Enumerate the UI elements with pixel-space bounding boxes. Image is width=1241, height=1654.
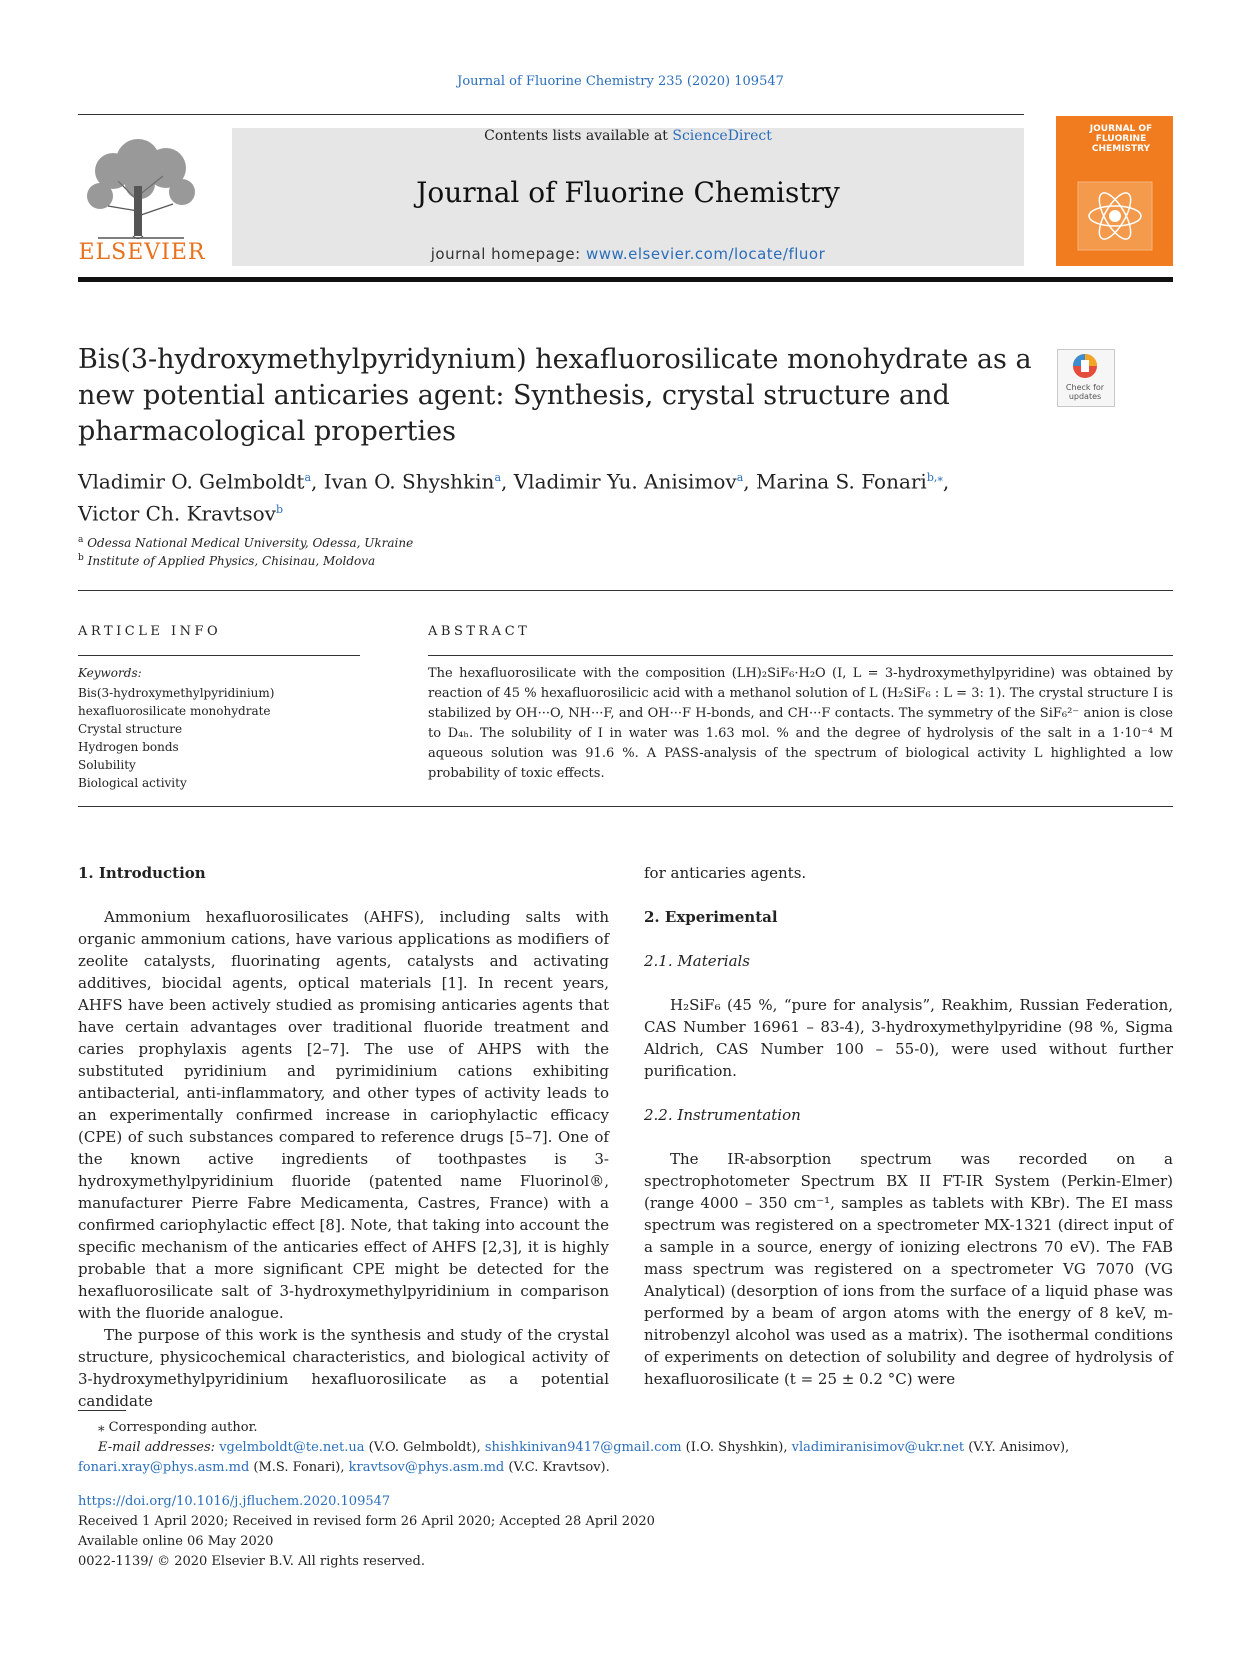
author-list: Vladimir O. Gelmboldt$^a$, Ivan O. Shyshkin$^a$, Vladimir Yu. Anisimov$^a$, Marina S. Fonari$^{b,⁎}$, Victor Ch. Kravtsov$^b$ [78, 469, 950, 526]
author-name[interactable]: Vladimir O. Gelmboldt [78, 469, 305, 494]
journal-title: Journal of Fluorine Chemistry [416, 176, 840, 209]
author-name[interactable]: Ivan O. Shyshkin [323, 469, 495, 494]
email-addresses-continued: fonari.xray@phys.asm.md (M.S. Fonari), kravtsov@phys.asm.md (V.C. Kravtsov). [78, 1460, 610, 1475]
affiliation-a: $^a$ Odessa National Medical University, Odessa, Ukraine [78, 535, 414, 550]
header-thick-rule [78, 277, 1173, 282]
keyword: Crystal structure [78, 722, 183, 736]
keyword: Bis(3-hydroxymethylpyridinium) [78, 686, 275, 700]
email-link[interactable]: vladimiranisimov@ukr.net [791, 1440, 965, 1455]
atom-icon [1068, 176, 1162, 256]
journal-homepage: journal homepage: www.elsevier.com/locate/fluor [430, 245, 826, 263]
article-title: Bis(3-hydroxymethylpyridynium) hexafluorosilicate monohydrate as a new potential anticaries agent: Synthesis, crystal structure and pharmacological properties [78, 344, 1032, 447]
keywords-list [78, 684, 274, 792]
abstract-text: The hexafluorosilicate with the composition (LH)₂SiF₆·H₂O (I, L = 3-hydroxymethylpyridine) was obtained by reaction of 45 % hexafluorosilicic acid with a methanol solution of L (H₂SiF₆ : L = 3: 1). The crystal structure I is stabilized by OH···O, NH···F, and OH···F H-bonds, and CH···F contacts. The symmetry of the SiF₆²⁻ anion is close to D₄ₕ. The solubility of I in water was 1.63 mol. % and the degree of hydrolysis of the salt in a 1·10⁻⁴ M aqueous solution was 91.6 %. A PASS-analysis of the spectrum of biological activity L highlighted a low probability of toxic effects. [428, 666, 1173, 781]
corresponding-author-note: ⁎ Corresponding author. [98, 1420, 258, 1435]
available-online: Available online 06 May 2020 [78, 1534, 274, 1549]
article-footer [78, 1492, 1173, 1572]
keyword: Solubility [78, 758, 136, 772]
cover-title: JOURNAL OF FLUORINE CHEMISTRY [1089, 124, 1153, 154]
author-name[interactable]: Vladimir Yu. Anisimov [513, 469, 737, 494]
received-dates: Received 1 April 2020; Received in revised form 26 April 2020; Accepted 28 April 2020 [78, 1514, 655, 1529]
author-name[interactable]: Victor Ch. Kravtsov [78, 501, 276, 526]
crossmark-icon [1071, 352, 1099, 380]
subsection-heading-materials: 2.1. Materials [644, 952, 751, 970]
body-column-right [644, 862, 1173, 1390]
homepage-link[interactable]: www.elsevier.com/locate/fluor [585, 245, 826, 263]
sciencedirect-link[interactable]: ScienceDirect [672, 128, 772, 144]
affiliation-b: $^b$ Institute of Applied Physics, Chisinau, Moldova [78, 553, 376, 568]
email-link[interactable]: kravtsov@phys.asm.md [348, 1460, 505, 1475]
author-name[interactable]: Marina S. Fonari [756, 469, 927, 494]
header-rule [78, 114, 1024, 115]
body-paragraph: The purpose of this work is the synthesis and study of the crystal structure, physicochemical characteristics, and biological activity of 3-hydroxymethylpyridinium hexafluorosilicate as a potential candidate [78, 1326, 609, 1410]
journal-reference[interactable]: Journal of Fluorine Chemistry 235 (2020) 109547 [457, 74, 784, 89]
abstract-rule [428, 655, 1173, 656]
section-rule [78, 590, 1173, 591]
section-heading-introduction: 1. Introduction [78, 864, 206, 882]
body-column-left [78, 862, 609, 1412]
keywords-label: Keywords: [78, 666, 142, 680]
body-paragraph: Ammonium hexafluorosilicates (AHFS), including salts with organic ammonium cations, have various applications as modifiers of zeolite catalysts, fluorinating agents, catalysts and activating additives, biocidal agents, optical materials [1]. In recent years, AHFS have been actively studied as promising anticaries agents that have certain advantages over traditional fluoride treatment and caries prophylaxis agents [2–7]. The use of AHPS with the substituted pyridinium and pyrimidinium cations exhibiting antibacterial, anti-inflammatory, and other types of activity leads to an experimentally confirmed increase in cariophylactic efficacy (CPE) of such substances compared to reference drugs [5–7]. One of the known active ingredients of toothpastes is 3-hydroxymethylpyridinium fluoride (patented name Fluorinol®, manufacturer Pierre Fabre Medicamenta, Castres, France) with a confirmed cariophylactic effect [8]. Note, that taking into account the specific mechanism of the anticaries effect of AHFS [2,3], it is highly probable that a more significant CPE might be detected for the hexafluorosilicate salt of 3-hydroxymethylpyridinium in comparison with the fluoride analogue. [78, 908, 609, 1322]
keyword: Biological activity [78, 776, 187, 790]
footnotes [78, 1418, 1173, 1478]
abstract-heading: ABSTRACT [428, 624, 531, 639]
email-link[interactable]: fonari.xray@phys.asm.md [78, 1460, 250, 1475]
article-info-rule [78, 655, 360, 656]
section-rule [78, 806, 1173, 807]
elsevier-wordmark: ELSEVIER [78, 240, 206, 265]
subsection-heading-instrumentation: 2.2. Instrumentation [644, 1106, 801, 1124]
article-info-heading: ARTICLE INFO [78, 624, 222, 639]
email-link[interactable]: vgelmboldt@te.net.ua [219, 1440, 365, 1455]
keyword: Hydrogen bonds [78, 740, 179, 754]
body-paragraph: H₂SiF₆ (45 %, “pure for analysis”, Reakhim, Russian Federation, CAS Number 16961 – 83-4), 3-hydroxymethylpyridine (98 %, Sigma Aldrich, CAS Number 100 – 55-0), were used without further purification. [644, 996, 1173, 1080]
body-paragraph-continued: for anticaries agents. [644, 864, 807, 882]
body-paragraph: The IR-absorption spectrum was recorded on a spectrophotometer Spectrum BX II FT-IR System (Perkin-Elmer) (range 4000 – 350 cm⁻¹, samples as tablets with KBr). The EI mass spectrum was registered on a spectrometer MX-1321 (direct input of a sample in a source, energy of ionizing electrons 70 eV). The FAB mass spectrum was registered on a spectrometer VG 7070 (VG Analytical) (desorption of ions from the surface of a liquid phase was performed by a beam of argon atoms with the energy of 8 keV, m-nitrobenzyl alcohol was used as a matrix). The isothermal conditions of experiments on detection of solubility and degree of hydrolysis of hexafluorosilicate (t = 25 ± 0.2 °C) were [644, 1150, 1173, 1388]
footnote-rule [78, 1410, 126, 1411]
crossmark-label: Check for updates [1065, 383, 1105, 401]
doi-link[interactable]: https://doi.org/10.1016/j.jfluchem.2020.109547 [78, 1494, 391, 1509]
email-link[interactable]: shishkinivan9417@gmail.com [484, 1440, 682, 1455]
keyword: hexafluorosilicate monohydrate [78, 704, 271, 718]
section-heading-experimental: 2. Experimental [644, 908, 778, 926]
email-addresses: E-mail addresses: vgelmboldt@te.net.ua (V.O. Gelmboldt), shishkinivan9417@gmail.com (I.O. Shyshkin), vladimiranisimov@ukr.net (V.Y. Anisimov), [98, 1440, 1070, 1455]
copyright: 0022-1139/ © 2020 Elsevier B.V. All rights reserved. [78, 1554, 425, 1569]
contents-line: Contents lists available at ScienceDirect [484, 128, 772, 144]
